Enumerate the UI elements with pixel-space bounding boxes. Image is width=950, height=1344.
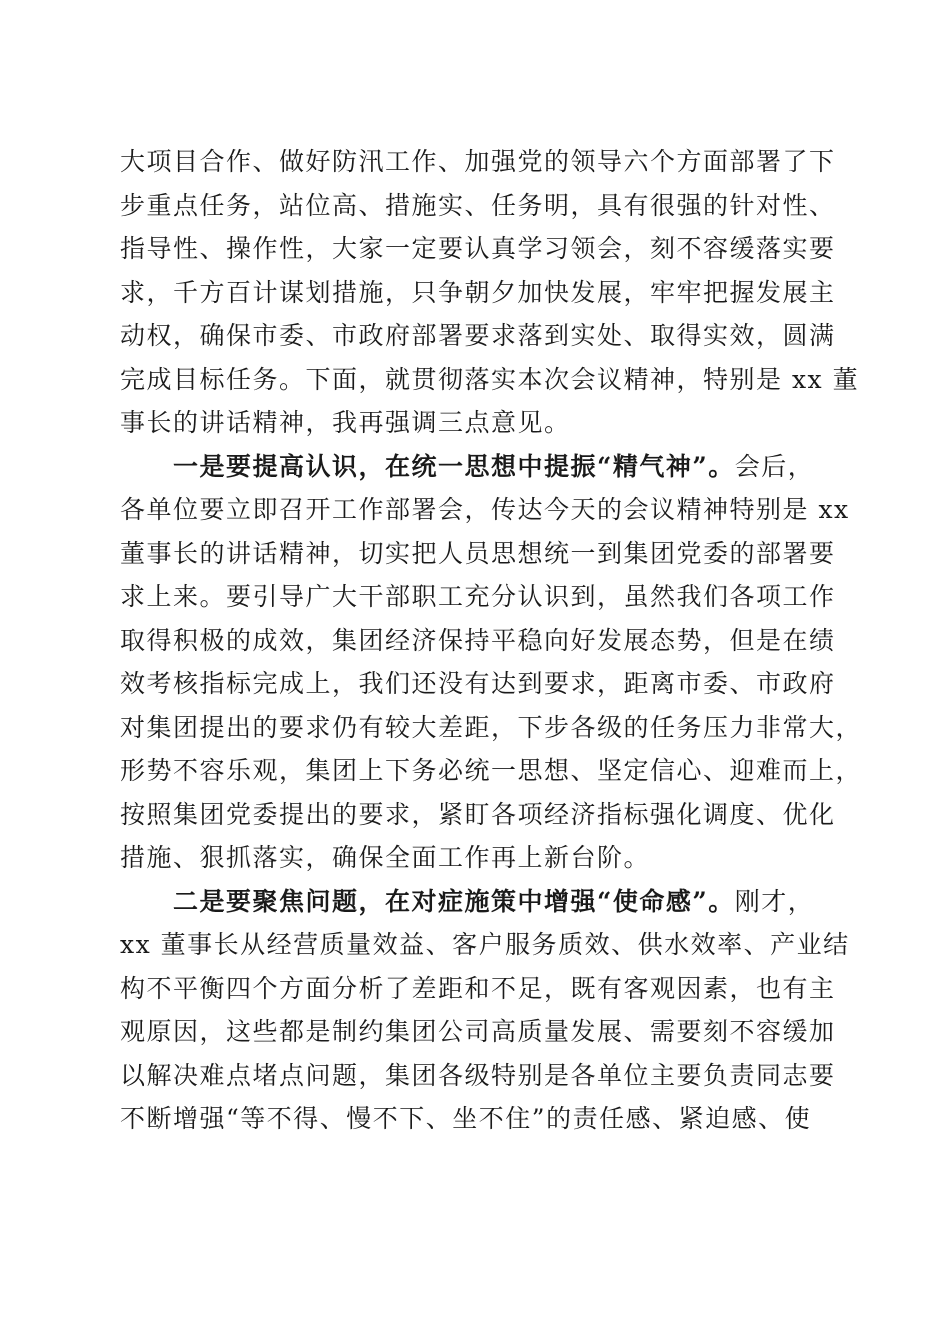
body-text: xx 董事长从经营质量效益、客户服务质效、供水效率、产业结 <box>120 930 850 959</box>
text-line <box>120 184 836 228</box>
paragraph <box>120 140 860 445</box>
body-text: 构不平衡四个方面分析了差距和不足，既有客观因素，也有主 <box>120 973 836 1003</box>
text-line <box>120 140 836 184</box>
text-line <box>120 227 836 271</box>
text-line <box>120 314 836 358</box>
text-line <box>120 358 860 402</box>
body-text: 大项目合作、做好防汛工作、加强党的领导六个方面部署了下 <box>120 147 836 176</box>
text-line <box>120 793 836 837</box>
document-body <box>120 140 863 1141</box>
body-text: 董事长的讲话精神，切实把人员思想统一到集团党委的部署要 <box>120 538 836 568</box>
body-text: 按照集团党委提出的要求，紧盯各项经济指标强化调度、优化 <box>120 799 836 829</box>
body-text: 指导性、操作性，大家一定要认真学习领会，刻不容缓落实要 <box>120 234 836 263</box>
paragraph <box>120 445 863 880</box>
text-line <box>120 619 836 663</box>
body-text: 对集团提出的要求仍有较大差距，下步各级的任务压力非常大， <box>120 712 863 742</box>
bold-heading-text: 二是要聚焦问题，在对症施策中增强“使命感”。 <box>120 886 735 916</box>
body-text: 措施、狠抓落实，确保全面工作再上新台阶。 <box>120 843 651 872</box>
body-text: 效考核指标完成上，我们还没有达到要求，距离市委、市政府 <box>120 669 836 698</box>
body-text: 事长的讲话精神，我再强调三点意见。 <box>120 408 571 437</box>
body-text: 求，千方百计谋划措施，只争朝夕加快发展，牢牢把握发展主 <box>120 277 836 307</box>
bold-heading-text: 一是要提高认识，在统一思想中提振“精气神”。 <box>120 451 735 481</box>
body-text: 取得积极的成效，集团经济保持平稳向好发展态势，但是在绩 <box>120 625 836 655</box>
text-line <box>120 532 836 576</box>
body-text: 求上来。要引导广大干部职工充分认识到，虽然我们各项工作 <box>120 582 836 611</box>
text-line <box>120 1054 836 1098</box>
text-line <box>120 401 830 445</box>
text-line <box>120 662 836 706</box>
body-text: 各单位要立即召开工作部署会，传达今天的会议精神特别是 xx <box>120 495 850 524</box>
text-line <box>120 836 830 880</box>
text-line <box>120 445 830 489</box>
body-text: 完成目标任务。下面，就贯彻落实本次会议精神，特别是 xx 董 <box>120 364 860 394</box>
text-line <box>120 749 863 793</box>
text-line <box>120 923 850 967</box>
text-line <box>120 1097 830 1141</box>
text-line <box>120 271 836 315</box>
paragraph <box>120 880 850 1141</box>
text-line <box>120 880 830 924</box>
body-text: 形势不容乐观，集团上下务必统一思想、坚定信心、迎难而上， <box>120 756 863 785</box>
text-line <box>120 1010 836 1054</box>
body-text: 观原因，这些都是制约集团公司高质量发展、需要刻不容缓加 <box>120 1017 836 1046</box>
text-line <box>120 706 863 750</box>
text-line <box>120 575 836 619</box>
body-text: 会后， <box>734 451 815 481</box>
body-text: 步重点任务，站位高、措施实、任务明，具有很强的针对性、 <box>120 190 836 220</box>
body-text: 刚才， <box>734 886 815 916</box>
body-text: 不断增强“等不得、慢不下、坐不住”的责任感、紧迫感、使 <box>120 1104 812 1133</box>
text-line <box>120 488 850 532</box>
body-text: 动权，确保市委、市政府部署要求落到实处、取得实效，圆满 <box>120 321 836 350</box>
text-line <box>120 967 836 1011</box>
body-text: 以解决难点堵点问题，集团各级特别是各单位主要负责同志要 <box>120 1060 836 1090</box>
